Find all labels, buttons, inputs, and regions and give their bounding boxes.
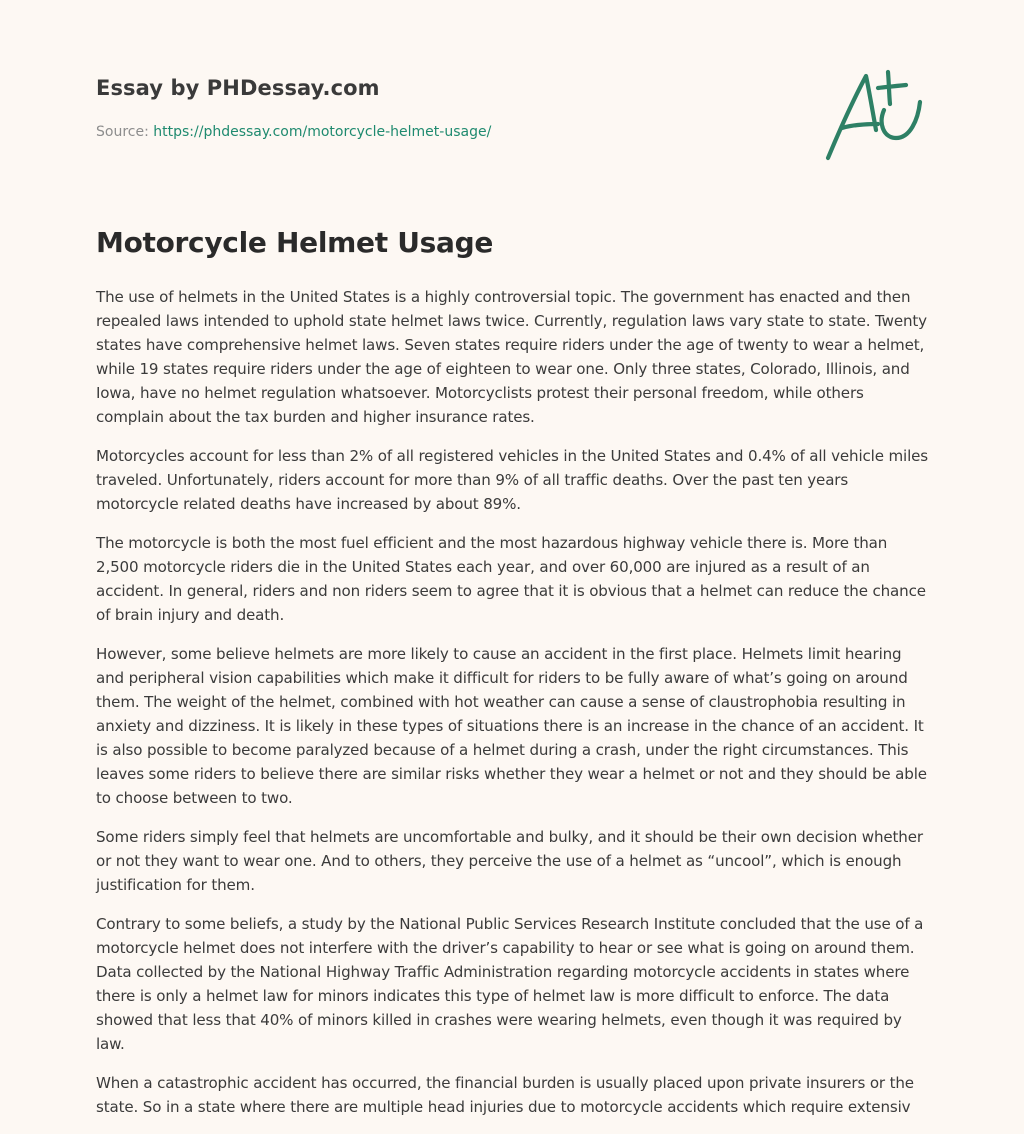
paragraph: The motorcycle is both the most fuel efficient and the most hazardous highway vehicle there is. More than 2,500 motorcycle riders die in the United States each year, and over 60,000 are injured as a result of an accident. In general, riders and non riders seem to agree that it is obvious that a helmet can reduce the chance of brain injury and death. <box>96 534 926 624</box>
essay-body <box>96 285 932 1134</box>
a-plus-grade-logo-icon <box>822 68 928 164</box>
paragraph: Some riders simply feel that helmets are uncomfortable and bulky, and it should be their own decision whether or not they want to wear one. And to others, they perceive the use of a helmet as “uncool”, which is enough justification for them. <box>96 828 923 894</box>
paragraph: However, some believe helmets are more likely to cause an accident in the first place. Helmets limit hearing and peripheral vision capabilities which make it difficult for riders to be fully aware of what’s going on around them. The weight of the helmet, combined with hot weather can cause a sense of claustrophobia resulting in anxiety and dizziness. It is likely in these types of situations there is an increase in the chance of an accident. It is also possible to become paralyzed because of a helmet during a crash, under the right circumstances. This leaves some riders to believe there are similar risks whether they wear a helmet or not and they should be able to choose between to two. <box>96 645 927 807</box>
essay-header <box>96 76 928 140</box>
page-title: Motorcycle Helmet Usage <box>96 226 494 259</box>
site-brand: Essay by PHDessay.com <box>96 76 380 100</box>
paragraph: The use of helmets in the United States is a highly controversial topic. The government has enacted and then repealed laws intended to uphold state helmet laws twice. Currently, regulation laws vary state to state. Twenty states have comprehensive helmet laws. Seven states require riders under the age of twenty to wear a helmet, while 19 states require riders under the age of eighteen to wear one. Only three states, Colorado, Illinois, and Iowa, have no helmet regulation whatsoever. Motorcyclists protest their personal freedom, while others complain about the tax burden and higher insurance rates. <box>96 288 927 426</box>
paragraph: Motorcycles account for less than 2% of all registered vehicles in the United States and 0.4% of all vehicle miles traveled. Unfortunately, riders account for more than 9% of all traffic deaths. Over the past ten years motorcycle related deaths have increased by about 89%. <box>96 447 928 513</box>
source-line <box>96 124 928 140</box>
source-link[interactable]: https://phdessay.com/motorcycle-helmet-usage/ <box>153 124 492 140</box>
source-label: Source: <box>96 124 149 140</box>
paragraph: When a catastrophic accident has occurred, the financial burden is usually placed upon private insurers or the state. So in a state where there are multiple head injuries due to motorcycle accidents which require extensiv <box>96 1074 914 1116</box>
paragraph: Contrary to some beliefs, a study by the National Public Services Research Institute concluded that the use of a motorcycle helmet does not interfere with the driver’s capability to hear or see what is going on around them. Data collected by the National Highway Traffic Administration regarding motorcycle accidents in states where there is only a helmet law for minors indicates this type of helmet law is more difficult to enforce. The data showed that less that 40% of minors killed in crashes were wearing helmets, even though it was required by law. <box>96 915 924 1053</box>
